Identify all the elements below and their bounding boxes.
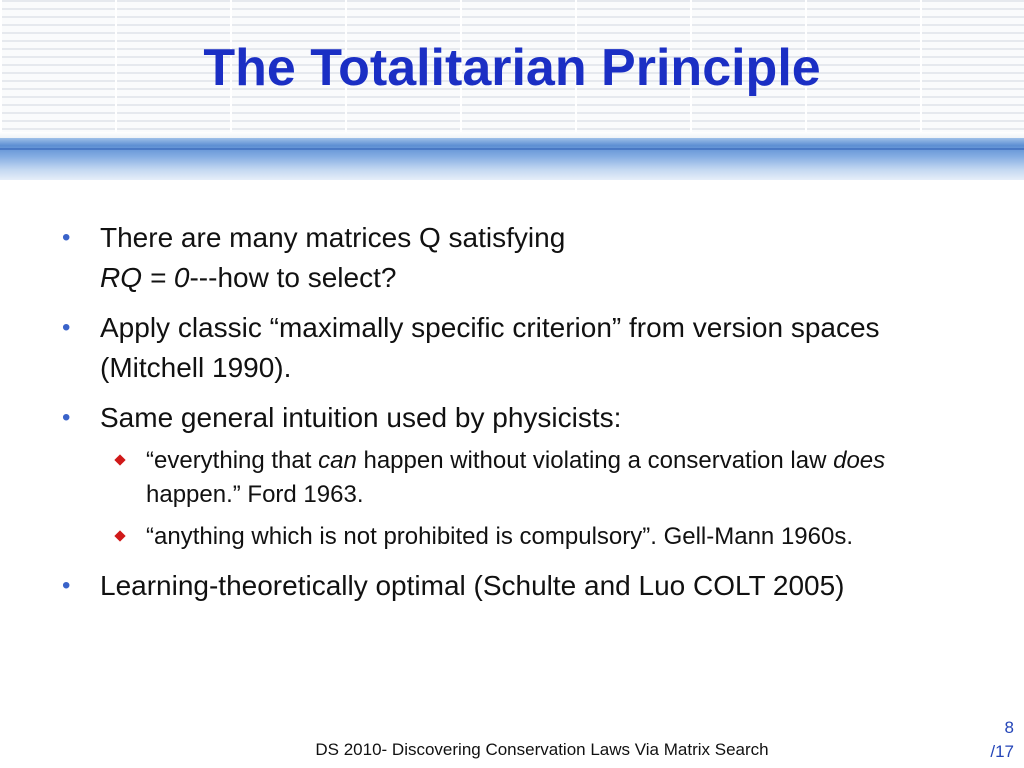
sub-bullet-text: “anything which is not prohibited is compulsory”. Gell-Mann 1960s. <box>146 523 854 550</box>
emphasis-text: does <box>833 447 886 474</box>
bullet-text: Same general intuition used by physicists: <box>100 402 622 433</box>
slide-content <box>62 218 962 616</box>
bullet-item <box>62 218 962 298</box>
sub-bullet-text: “everything that <box>146 447 319 474</box>
sub-bullet-item <box>62 520 962 554</box>
page-current: 8 <box>1004 718 1014 737</box>
bullet-text: ---how to select? <box>189 262 397 293</box>
bullet-text: Learning-theoretically optimal (Schulte and Luo COLT 2005) <box>100 570 845 601</box>
bullet-dot: • <box>62 404 71 431</box>
diamond-icon <box>114 530 125 541</box>
formula-text: RQ = 0 <box>100 262 190 293</box>
header-band-line <box>0 148 1024 150</box>
bullet-text: There are many matrices Q satisfying <box>100 222 566 253</box>
sub-bullet-item <box>62 444 962 512</box>
bullet-text: Apply classic “maximally specific criterion” from version spaces (Mitchell 1990). <box>100 312 880 383</box>
sub-bullet-text: happen without violating a conservation law <box>356 447 834 474</box>
bullet-dot: • <box>62 224 71 251</box>
bullet-item <box>62 398 962 438</box>
bullet-dot: • <box>62 314 71 341</box>
page-total: /17 <box>990 742 1014 761</box>
sub-bullet-text: happen.” Ford 1963. <box>146 481 364 508</box>
header-band <box>0 138 1024 180</box>
footer-text: DS 2010- Discovering Conservation Laws Via Matrix Search <box>315 740 769 759</box>
bullet-item <box>62 566 962 606</box>
diamond-icon <box>114 454 125 465</box>
page-number <box>990 716 1014 764</box>
emphasis-text: can <box>318 447 357 474</box>
bullet-item <box>62 308 962 388</box>
slide-title: The Totalitarian Principle <box>203 39 821 97</box>
bullet-dot: • <box>62 572 71 599</box>
